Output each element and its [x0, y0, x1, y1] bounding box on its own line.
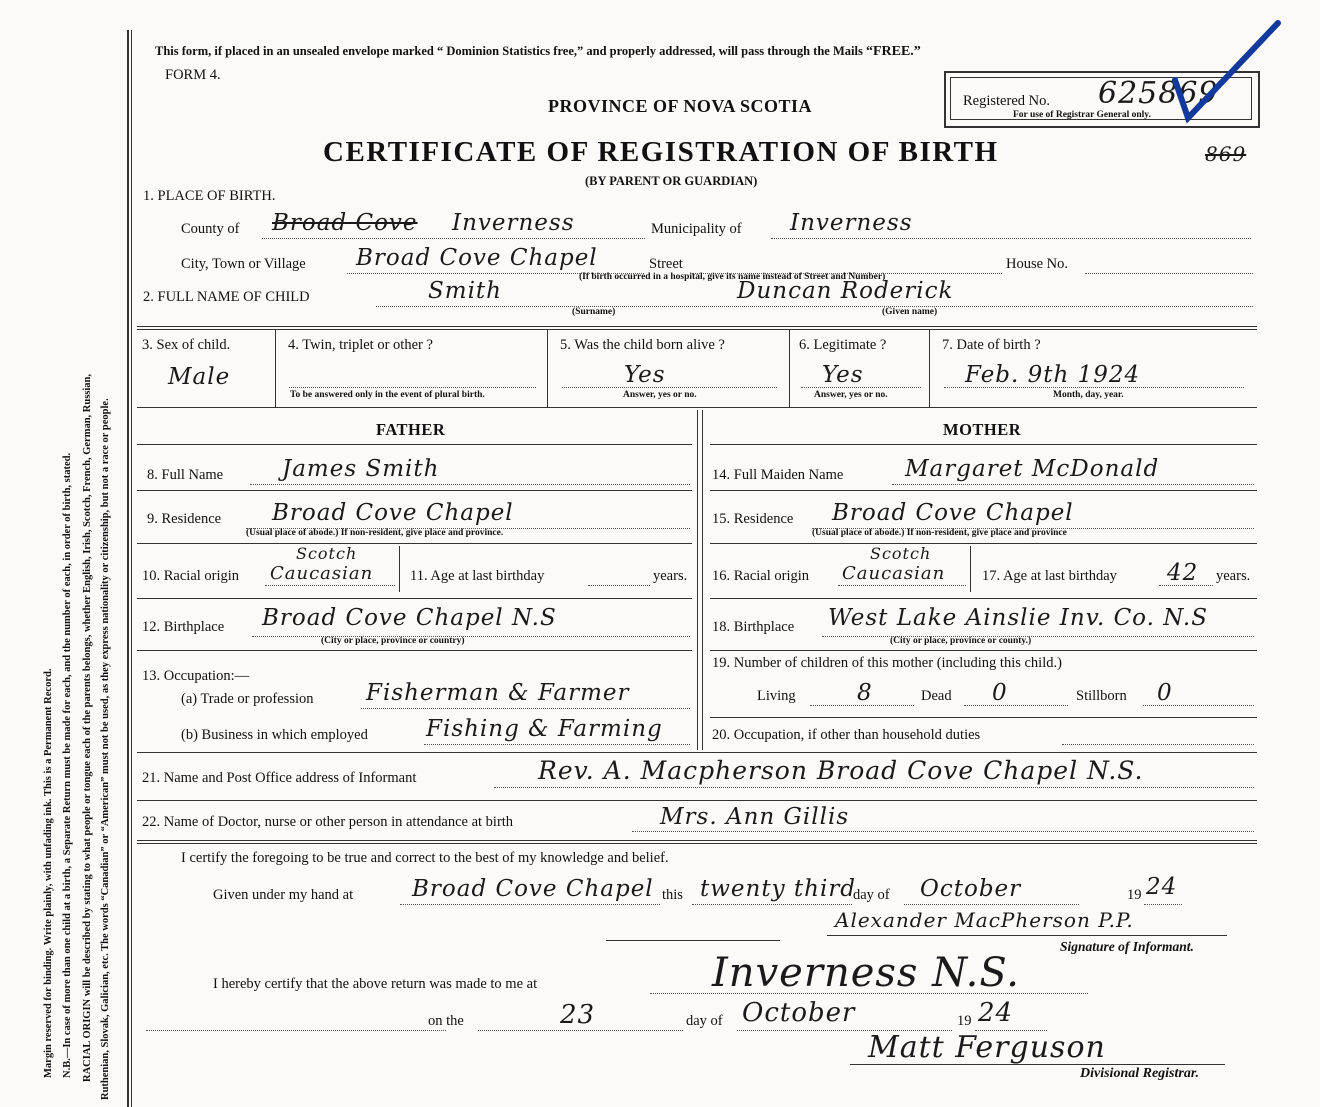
margin-nb-note: N.B.—In case of more than one child at a birth, a Separate Return must be made for each, and the number of each, in order of birth, stated.: [62, 452, 73, 1078]
given-year-prefix: 19: [1127, 887, 1142, 903]
place-of-birth-heading: 1. PLACE OF BIRTH.: [143, 188, 276, 204]
dob-value: Feb. 9th 1924: [965, 362, 1141, 388]
father-racial-label: 10. Racial origin: [142, 568, 240, 584]
binding-margin: [0, 0, 128, 1107]
occupation-label: 13. Occupation:—: [142, 668, 250, 684]
mother-name-value: Margaret McDonald: [905, 456, 1160, 482]
informant-label: 21. Name and Post Office address of Informant: [142, 770, 417, 786]
certificate-title: CERTIFICATE OF REGISTRATION OF BIRTH: [323, 136, 999, 168]
mother-birthplace-value: West Lake Ainslie Inv. Co. N.S: [828, 605, 1208, 631]
sex-label: 3. Sex of child.: [142, 337, 231, 353]
twin-label: 4. Twin, triplet or other ?: [288, 337, 433, 353]
registered-value: 625869: [1098, 76, 1219, 111]
city-value: Broad Cove Chapel: [356, 245, 598, 271]
postal-notice-text: This form, if placed in an unsealed envelope marked “ Dominion Statistics free,” and properly addressed, will pass through the Mails: [155, 44, 863, 58]
living-label: Living: [757, 688, 796, 704]
street-note: (If birth occurred in a hospital, give its name instead of Street and Number): [579, 272, 886, 282]
registrar-statement: I hereby certify that the above return was made to me at: [213, 976, 538, 992]
city-label: City, Town or Village: [181, 256, 306, 272]
mother-racial-value: Caucasian: [842, 563, 946, 584]
municipality-label: Municipality of: [651, 221, 742, 237]
mother-residence-note: (Usual place of abode.) If non-resident, give place and province: [812, 528, 1067, 538]
given-day: twenty third: [700, 876, 857, 902]
form-number: FORM 4.: [165, 67, 221, 83]
registrar-month: October: [742, 998, 856, 1028]
alive-note: Answer, yes or no.: [623, 390, 697, 400]
child-surname: Smith: [428, 278, 502, 304]
given-name-caption: (Given name): [882, 307, 938, 317]
registrar-day: 23: [560, 1000, 596, 1030]
father-heading: FATHER: [376, 420, 446, 439]
father-birthplace-value: Broad Cove Chapel N.S: [262, 605, 557, 631]
father-birthplace-label: 12. Birthplace: [142, 619, 225, 635]
father-age-label: 11. Age at last birthday: [410, 568, 545, 584]
margin-racial-note-2: Ruthenian, Slovak, Galician, etc. The words “Canadian” or “American” must not be used, as they express nationality or citizenship, but not a race or people.: [100, 398, 111, 1100]
children-count-label: 19. Number of children of this mother (including this child.): [712, 655, 1062, 671]
postal-notice: [155, 44, 921, 60]
certification-statement: I certify the foregoing to be true and correct to the best of my knowledge and belief.: [181, 850, 669, 866]
dob-label: 7. Date of birth ?: [942, 337, 1041, 353]
father-birthplace-note: (City or place, province or country): [321, 636, 465, 646]
side-number: 869: [1205, 142, 1247, 166]
trade-label: (a) Trade or profession: [181, 691, 314, 707]
alive-label: 5. Was the child born alive ?: [560, 337, 725, 353]
county-value: Inverness: [452, 210, 575, 236]
given-label: Given under my hand at: [213, 887, 354, 903]
trade-value: Fisherman & Farmer: [366, 680, 630, 706]
street-label: Street: [649, 256, 683, 272]
father-name-value: James Smith: [282, 456, 440, 482]
registered-label: Registered No.: [963, 93, 1050, 109]
mother-name-label: 14. Full Maiden Name: [712, 467, 844, 483]
twin-note: To be answered only in the event of plural birth.: [290, 390, 485, 400]
business-value: Fishing & Farming: [426, 716, 663, 742]
child-given-name: Duncan Roderick: [737, 278, 954, 304]
registrar-year-prefix: 19: [957, 1013, 972, 1029]
father-age-unit: years.: [653, 568, 688, 584]
mother-age-label: 17. Age at last birthday: [982, 568, 1117, 584]
dob-note: Month, day, year.: [1053, 390, 1124, 400]
registrar-year: 24: [978, 998, 1014, 1028]
informant-value: Rev. A. Macpherson Broad Cove Chapel N.S.: [538, 756, 1144, 785]
county-struck: Broad Cove: [272, 210, 418, 236]
informant-signature-caption: Signature of Informant.: [1060, 939, 1194, 954]
dead-value: 0: [992, 680, 1008, 706]
dead-label: Dead: [921, 688, 952, 704]
margin-racial-note-1: RACIAL ORIGIN will be described by stating to what people or tongue each of the parents belongs, whether English, Irish, Scotch, French, German, Russian,: [82, 373, 93, 1082]
informant-signature: Alexander MacPherson P.P.: [835, 908, 1134, 932]
certificate-subtitle: (BY PARENT OR GUARDIAN): [585, 174, 758, 188]
province: PROVINCE OF NOVA SCOTIA: [548, 96, 813, 116]
registrar-place: Inverness N.S.: [712, 950, 1021, 996]
check-mark-icon: [1170, 18, 1285, 128]
sex-value: Male: [168, 364, 231, 390]
registrar-caption: Divisional Registrar.: [1080, 1066, 1200, 1081]
stillborn-value: 0: [1157, 680, 1173, 706]
child-name-label: 2. FULL NAME OF CHILD: [143, 289, 310, 305]
father-residence-value: Broad Cove Chapel: [272, 500, 514, 526]
given-year: 24: [1146, 874, 1178, 900]
municipality-value: Inverness: [790, 210, 913, 236]
margin-rule: [127, 30, 129, 1107]
legitimate-note: Answer, yes or no.: [814, 390, 888, 400]
margin-binding-note: Margin reserved for binding. Write plainly, with unfading ink. This is a Permanent Record.: [43, 668, 54, 1078]
doctor-value: Mrs. Ann Gillis: [660, 804, 850, 830]
surname-caption: (Surname): [572, 307, 616, 317]
father-residence-note: (Usual place of abode.) If non-resident, give place and province.: [246, 528, 504, 538]
mother-residence-value: Broad Cove Chapel: [832, 500, 1074, 526]
father-name-label: 8. Full Name: [147, 467, 224, 483]
business-label: (b) Business in which employed: [181, 727, 368, 743]
mother-age-value: 42: [1167, 560, 1199, 586]
doctor-label: 22. Name of Doctor, nurse or other person in attendance at birth: [142, 814, 514, 830]
mother-birthplace-note: (City or place, province or county.): [890, 636, 1032, 646]
on-the-label: on the: [428, 1013, 464, 1029]
mother-racial-above: Scotch: [870, 544, 932, 563]
county-label: County of: [181, 221, 240, 237]
postal-free: “FREE.”: [865, 44, 921, 59]
registrar-signature: Matt Ferguson: [868, 1030, 1106, 1065]
father-residence-label: 9. Residence: [147, 511, 222, 527]
legitimate-label: 6. Legitimate ?: [799, 337, 887, 353]
mother-heading: MOTHER: [943, 420, 1022, 439]
registrar-use-note: For use of Registrar General only.: [1013, 110, 1151, 120]
mother-racial-label: 16. Racial origin: [712, 568, 810, 584]
this-label: this: [662, 887, 683, 903]
legitimate-value: Yes: [822, 362, 864, 388]
registrar-day-of-label: day of: [686, 1013, 723, 1029]
mother-birthplace-label: 18. Birthplace: [712, 619, 795, 635]
mother-occupation-label: 20. Occupation, if other than household duties: [712, 727, 981, 743]
stillborn-label: Stillborn: [1076, 688, 1127, 704]
living-value: 8: [857, 680, 873, 706]
alive-value: Yes: [624, 362, 666, 388]
day-of-label: day of: [853, 887, 890, 903]
father-racial-above: Scotch: [296, 544, 358, 563]
father-racial-value: Caucasian: [270, 563, 374, 584]
mother-residence-label: 15. Residence: [712, 511, 794, 527]
given-place: Broad Cove Chapel: [412, 876, 654, 902]
margin-rule-inner: [131, 30, 132, 1107]
given-month: October: [920, 876, 1022, 902]
house-no-label: House No.: [1006, 256, 1069, 272]
mother-age-unit: years.: [1216, 568, 1251, 584]
